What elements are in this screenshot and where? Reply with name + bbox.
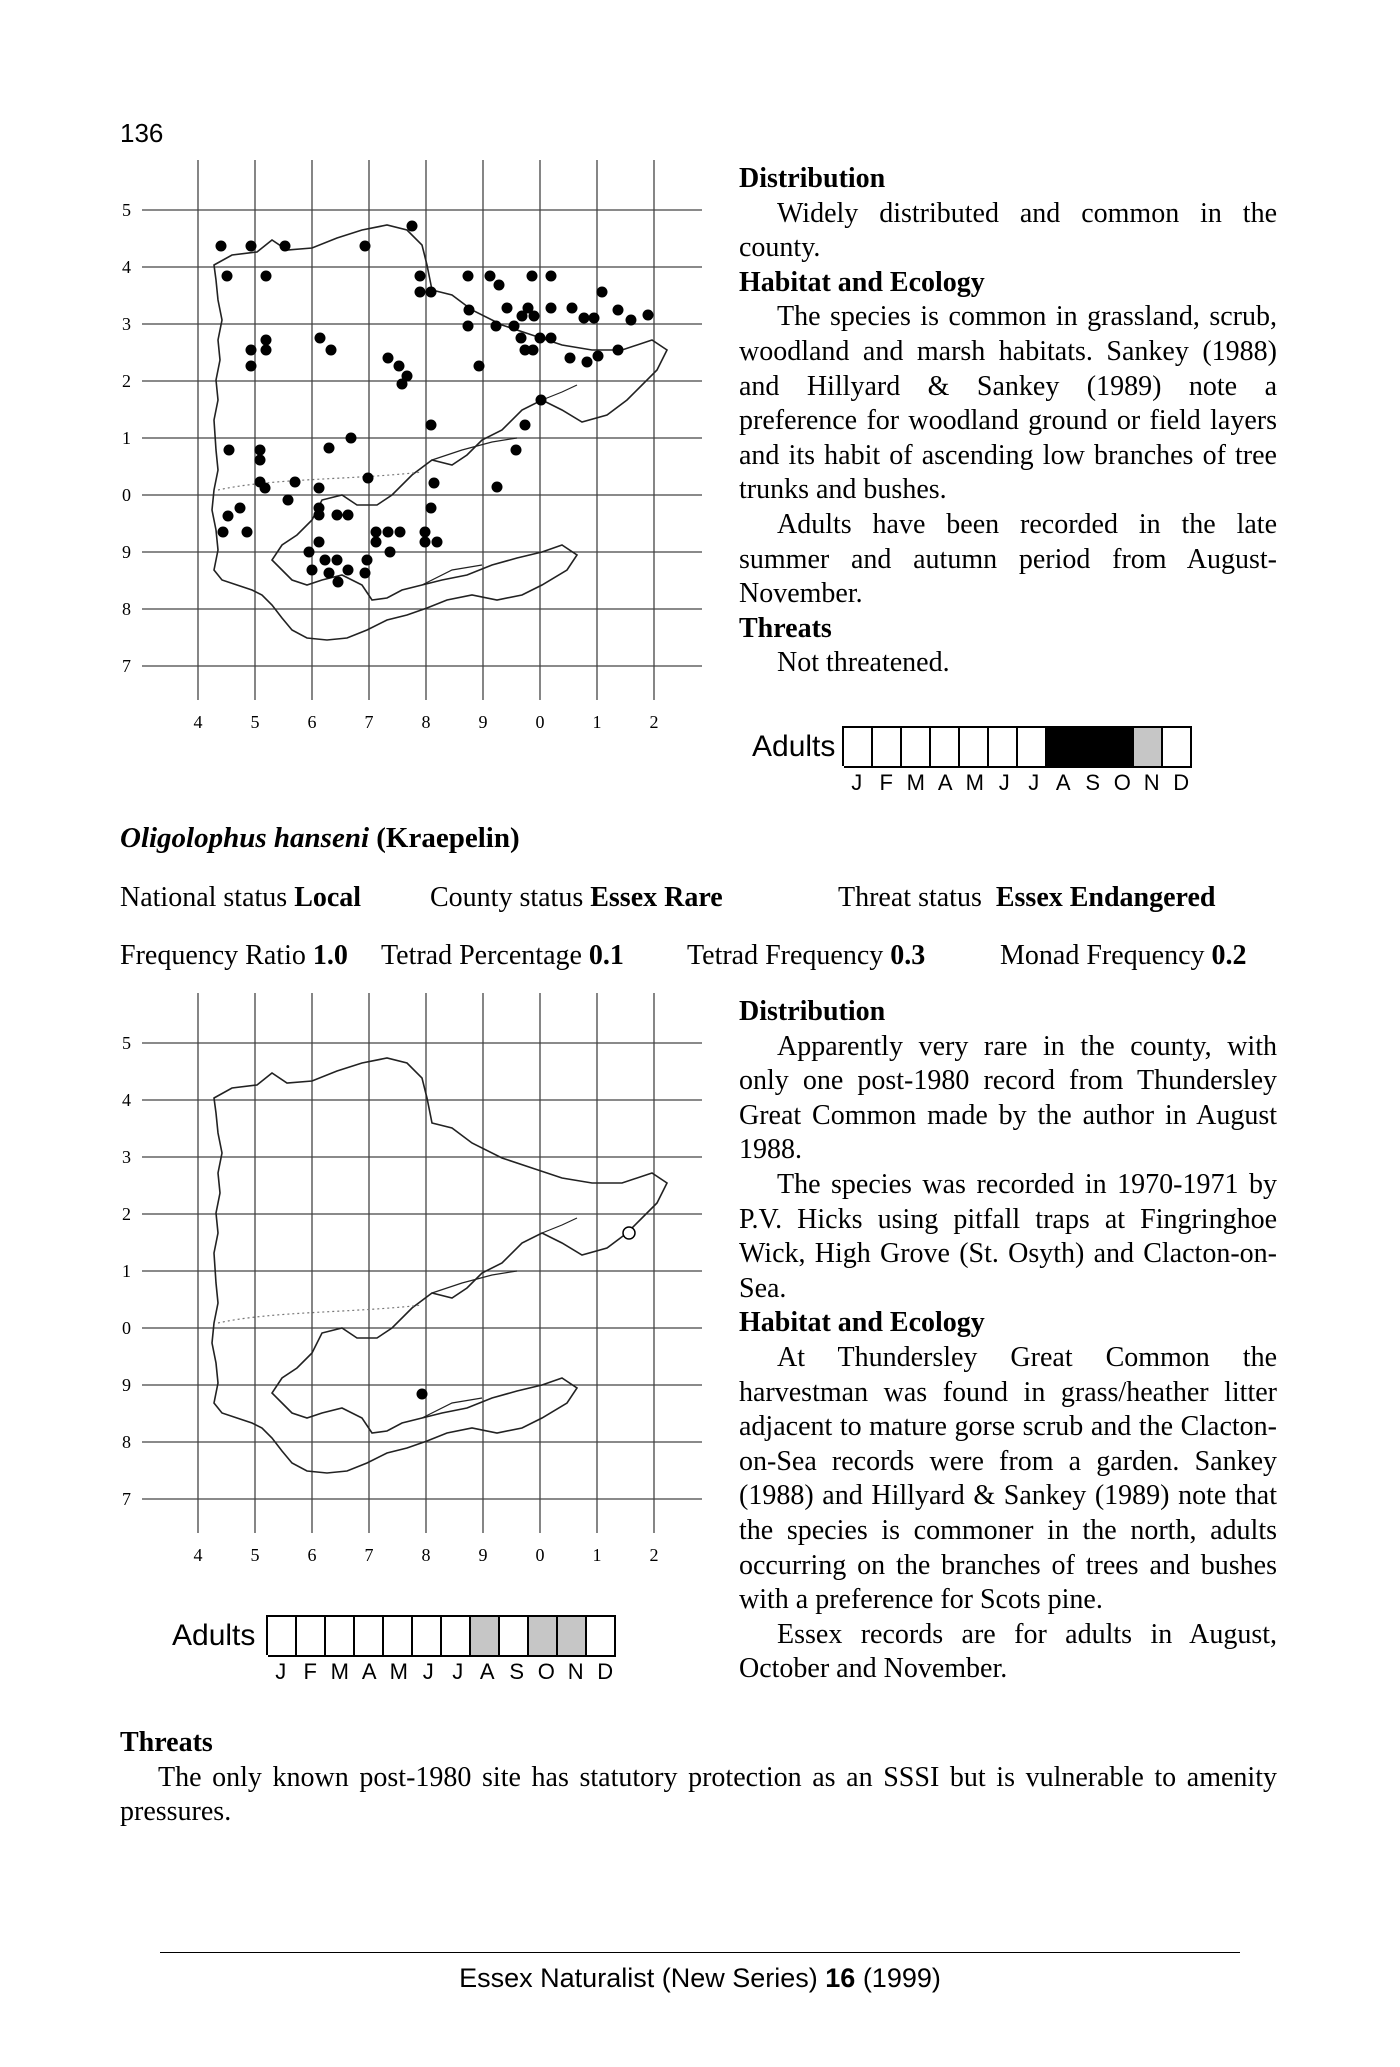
phenology-month-label: S (1085, 770, 1101, 795)
phenology-month-label: J (1028, 770, 1040, 795)
phenology-month-label: M (906, 770, 925, 795)
map-x-label: 5 (250, 1545, 260, 1565)
map-y-label: 1 (122, 428, 131, 448)
map-y-label: 7 (122, 656, 131, 676)
map-x-label: 8 (421, 712, 431, 732)
map-x-label: 2 (649, 1545, 659, 1565)
phenology-month-label: M (330, 1659, 349, 1684)
phenology-month-box (529, 1615, 558, 1657)
footer-volume: 16 (825, 1963, 856, 1993)
distribution-heading: Distribution (739, 163, 886, 194)
map-y-label: 7 (122, 1489, 131, 1509)
county-status-value: Essex Rare (590, 882, 723, 913)
map-y-label: 0 (122, 485, 131, 505)
map-x-label: 1 (592, 1545, 602, 1565)
distribution-text: The species was recorded in 1970-1971 by P.V. Hicks using pitfall traps at Fingringhoe Wick, High Grove (St. Osyth) and Clacton-on-Sea. (739, 1168, 1277, 1304)
species-2-threats (120, 1726, 1277, 1830)
phenology-months (842, 770, 1196, 796)
phenology-month-box (471, 1615, 500, 1657)
distribution-map-species-2 (122, 993, 702, 1573)
map-x-label: 5 (250, 712, 260, 732)
map-y-label: 5 (122, 1033, 131, 1053)
phenology-month-box (442, 1615, 471, 1657)
map-y-label: 3 (122, 314, 131, 334)
phenology-month-box (902, 726, 931, 768)
phenology-month-box (558, 1615, 587, 1657)
habitat-heading: Habitat and Ecology (739, 1307, 985, 1339)
threats-text: The only known post-1980 site has statutory protection as an SSSI but is vulnerable to amenity pressures. (120, 1761, 1277, 1828)
monad-frequency-label: Monad Frequency (1000, 940, 1205, 971)
phenology-month-box (1047, 726, 1076, 768)
frequency-ratio-label: Frequency Ratio (120, 940, 306, 971)
species-author: (Kraepelin) (376, 822, 520, 854)
phenology-boxes (842, 726, 1192, 766)
map-x-label: 0 (535, 1545, 545, 1565)
map-y-label: 2 (122, 1204, 131, 1224)
phenology-month-label: N (567, 1659, 584, 1684)
map-y-label: 1 (122, 1261, 131, 1281)
habitat-text: At Thundersley Great Common the harvestman was found in grass/heather litter adjacent to mature gorse scrub and the Clacton-on-Sea records were from a garden. Sankey (1988) and Hillyard & Sankey (1989) note that the species is commoner in the north, adults occurring on the branches of trees and bushes with a preference for Scots pine. (739, 1341, 1277, 1616)
species-1-text (739, 162, 1277, 681)
national-status-value: Local (294, 882, 362, 913)
map-x-label: 8 (421, 1545, 431, 1565)
phenology-month-box (1076, 726, 1105, 768)
phenology-month-label: O (1113, 770, 1131, 795)
tetrad-percentage-value: 0.1 (588, 940, 624, 971)
map-x-label: 4 (193, 1545, 203, 1565)
habitat-text: The species is common in grassland, scrub, woodland and marsh habitats. Sankey (1988) and Hillyard & Sankey (1989) note a preference for woodland ground or field layers and its habit of ascending low branches of tree trunks and bushes. (739, 301, 1277, 506)
footer-rule (160, 1952, 1240, 1953)
phenology-month-label: J (452, 1659, 464, 1684)
phenology-month-label: D (597, 1659, 614, 1684)
phenology-month-label: J (998, 770, 1010, 795)
habitat-text: Adults have been recorded in the late summer and autumn period from August-November. (739, 508, 1277, 610)
threats-heading: Threats (120, 1727, 213, 1758)
phenology-month-label: D (1173, 770, 1190, 795)
phenology-chart-species-2 (172, 1615, 652, 1695)
tetrad-percentage-label: Tetrad Percentage (381, 940, 582, 971)
map-x-label: 7 (364, 712, 374, 732)
map-x-label: 7 (364, 1545, 374, 1565)
phenology-month-box (268, 1615, 297, 1657)
phenology-label: Adults (752, 730, 836, 763)
phenology-month-label: J (422, 1659, 434, 1684)
map-x-label: 9 (478, 712, 488, 732)
map-y-label: 3 (122, 1147, 131, 1167)
map-y-label: 4 (122, 1090, 131, 1110)
phenology-month-box (844, 726, 873, 768)
map-x-label: 0 (535, 712, 545, 732)
phenology-month-label: M (389, 1659, 408, 1684)
map-y-label: 5 (122, 200, 131, 220)
map-y-label: 8 (122, 1432, 131, 1452)
page-number: 136 (120, 118, 164, 148)
distribution-text: Widely distributed and common in the county. (739, 197, 1277, 264)
phenology-month-label: A (1055, 770, 1071, 795)
map-x-label: 4 (193, 712, 203, 732)
county-status-label: County status (430, 882, 584, 913)
phenology-month-label: S (509, 1659, 525, 1684)
species-name: Oligolophus hanseni (120, 822, 370, 854)
species-2-text (739, 995, 1277, 1687)
map-x-label: 6 (307, 1545, 317, 1565)
footer-journal: Essex Naturalist (New Series) (459, 1963, 818, 1993)
phenology-month-box (500, 1615, 529, 1657)
species-title (120, 822, 520, 855)
phenology-boxes (266, 1615, 616, 1655)
phenology-month-box (989, 726, 1018, 768)
habitat-heading: Habitat and Ecology (739, 266, 985, 298)
map-x-label: 9 (478, 1545, 488, 1565)
phenology-month-box (355, 1615, 384, 1657)
map-y-label: 2 (122, 371, 131, 391)
map-x-label: 6 (307, 712, 317, 732)
phenology-month-label: M (965, 770, 984, 795)
phenology-chart-species-1 (752, 726, 1232, 806)
map-x-label: 2 (649, 712, 659, 732)
footer (0, 1963, 1400, 1994)
map-y-label: 9 (122, 1375, 131, 1395)
phenology-month-box (960, 726, 989, 768)
phenology-month-label: J (851, 770, 863, 795)
phenology-month-box (587, 1615, 616, 1657)
phenology-month-box (931, 726, 960, 768)
phenology-month-box (1018, 726, 1047, 768)
national-status-label: National status (120, 882, 288, 913)
phenology-month-label: A (479, 1659, 495, 1684)
threats-heading: Threats (739, 612, 832, 644)
distribution-heading: Distribution (739, 996, 886, 1027)
tetrad-frequency-label: Tetrad Frequency (687, 940, 884, 971)
phenology-months (266, 1659, 620, 1685)
threats-text: Not threatened. (777, 647, 950, 679)
phenology-month-label: F (303, 1659, 317, 1684)
phenology-month-box (413, 1615, 442, 1657)
phenology-month-label: A (361, 1659, 377, 1684)
phenology-month-box (384, 1615, 413, 1657)
distribution-text: Apparently very rare in the county, with only one post-1980 record from Thundersley Great Common made by the author in August 1988. (739, 1030, 1277, 1166)
phenology-month-box (297, 1615, 326, 1657)
map-y-label: 4 (122, 257, 131, 277)
map-y-label: 0 (122, 1318, 131, 1338)
phenology-month-label: F (879, 770, 893, 795)
frequency-ratio-value: 1.0 (312, 940, 348, 971)
threat-status-value: Essex Endangered (995, 882, 1216, 913)
map-x-label: 1 (592, 712, 602, 732)
phenology-month-box (1163, 726, 1192, 768)
phenology-month-box (1134, 726, 1163, 768)
phenology-month-box (326, 1615, 355, 1657)
habitat-text: Essex records are for adults in August, October and November. (739, 1618, 1277, 1685)
phenology-month-box (873, 726, 902, 768)
map-y-label: 8 (122, 599, 131, 619)
phenology-label: Adults (172, 1619, 256, 1652)
phenology-month-label: O (537, 1659, 555, 1684)
monad-frequency-value: 0.2 (1211, 940, 1247, 971)
phenology-month-label: A (937, 770, 953, 795)
phenology-month-label: N (1143, 770, 1160, 795)
tetrad-frequency-value: 0.3 (890, 940, 926, 971)
phenology-month-box (1105, 726, 1134, 768)
map-y-label: 9 (122, 542, 131, 562)
phenology-month-label: J (275, 1659, 287, 1684)
distribution-map-species-1 (122, 160, 702, 740)
threat-status-label: Threat status (838, 882, 982, 913)
footer-year: (1999) (862, 1963, 941, 1993)
